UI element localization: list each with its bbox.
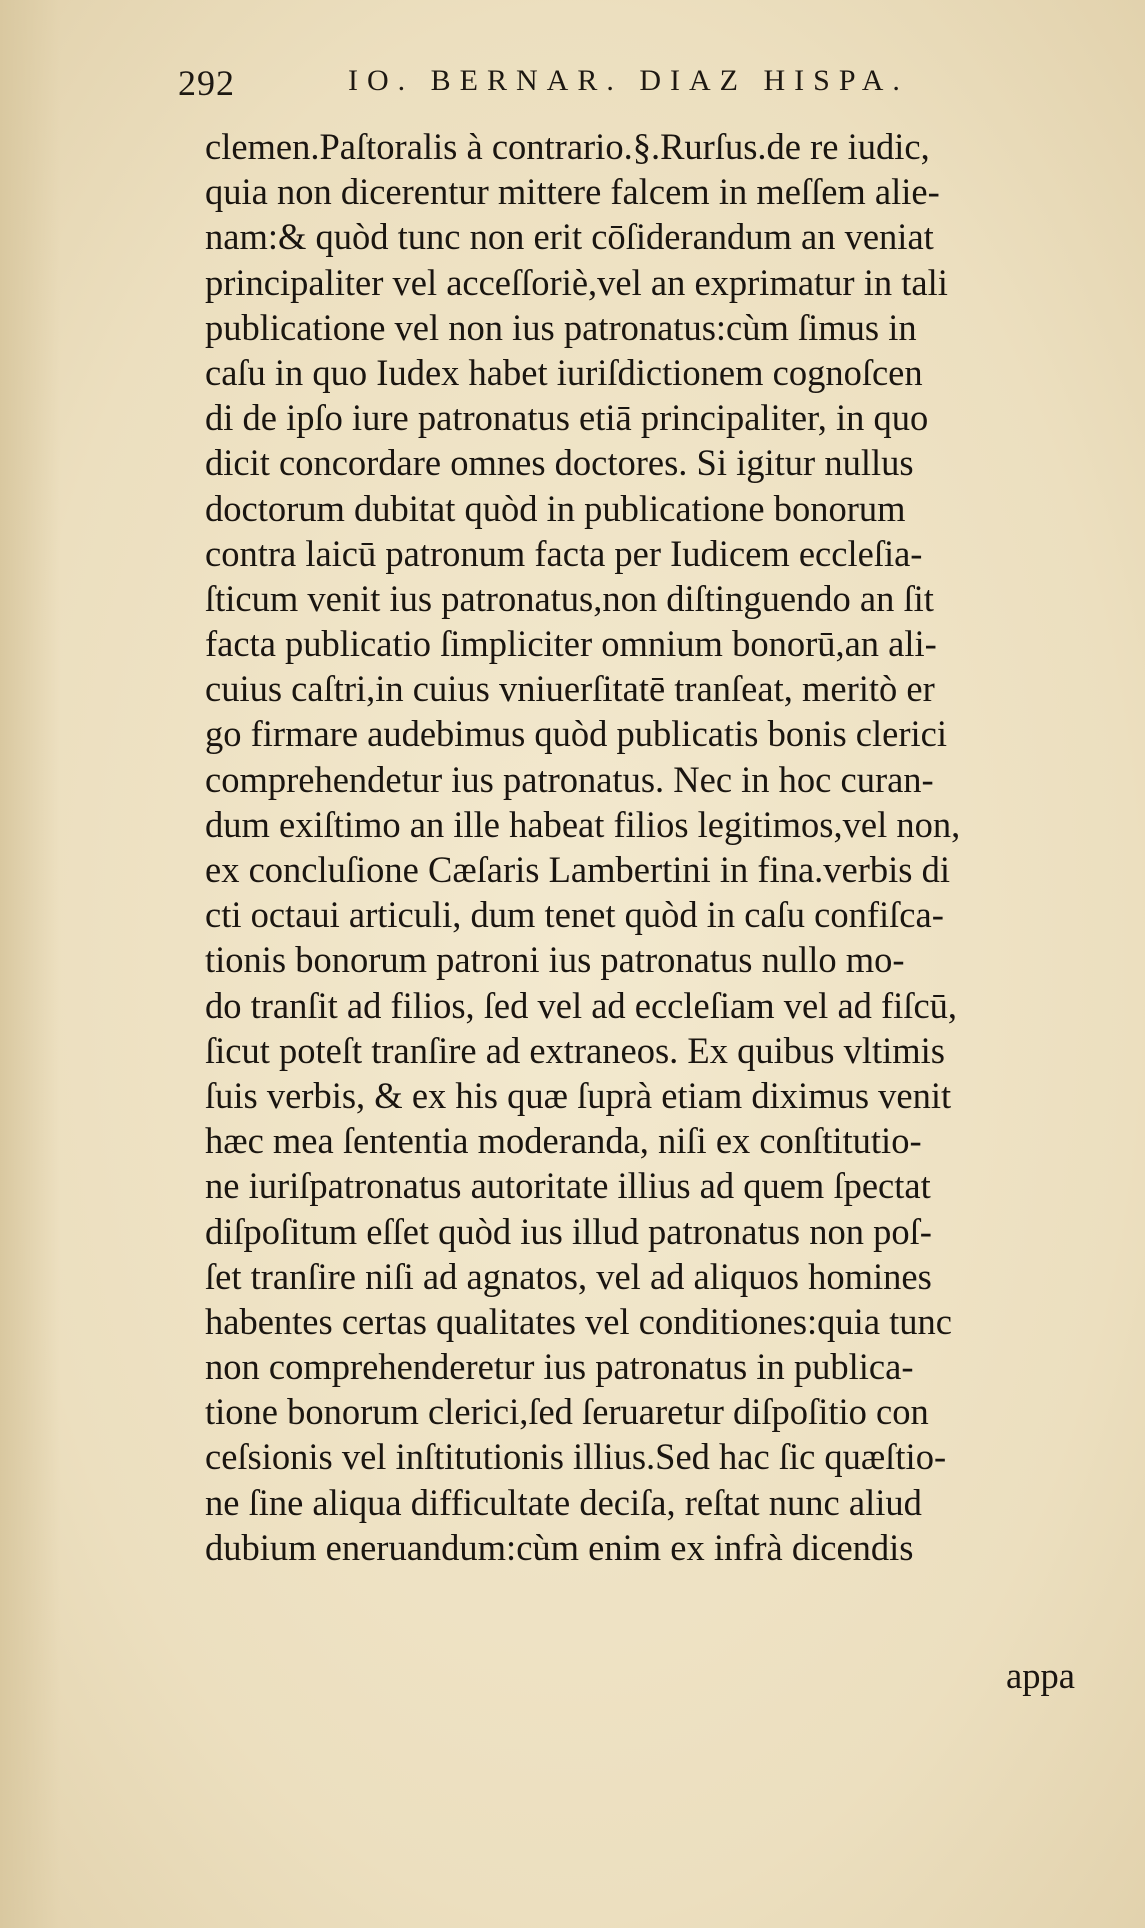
text-line: tione bonorum clerici,ſed ſeruaretur diſpoſitio con bbox=[205, 1391, 929, 1433]
text-line: ne ſine aliqua difficultate deciſa, reſtat nunc aliud bbox=[205, 1481, 922, 1523]
text-line: non comprehenderetur ius patronatus in publica- bbox=[205, 1346, 914, 1388]
text-line: quia non dicerentur mittere falcem in meſſem alie- bbox=[205, 171, 940, 213]
text-line: di de ipſo iure patronatus etiā principaliter, in quo bbox=[205, 397, 929, 439]
text-line: hæc mea ſententia moderanda, niſi ex conſtitutio- bbox=[205, 1120, 922, 1162]
text-line: dum exiſtimo an ille habeat filios legitimos,vel non, bbox=[205, 803, 961, 845]
text-line: facta publicatio ſimpliciter omnium bonorū,an ali- bbox=[205, 623, 937, 665]
text-line: go firmare audebimus quòd publicatis bonis clerici bbox=[205, 713, 947, 755]
catchword: appa bbox=[1006, 1655, 1075, 1696]
text-line: principaliter vel acceſſoriè,vel an exprimatur in tali bbox=[205, 261, 948, 303]
text-line: ceſsionis vel inſtitutionis illius.Sed hac ſic quæſtio- bbox=[205, 1436, 947, 1478]
body-text bbox=[205, 124, 1105, 1570]
text-line: contra laicū patronum facta per Iudicem eccleſia- bbox=[205, 532, 923, 574]
text-line: ſicut poteſt tranſire ad extraneos. Ex quibus vltimis bbox=[205, 1029, 945, 1071]
text-line: cti octaui articuli, dum tenet quòd in caſu confiſca- bbox=[205, 894, 944, 936]
running-head: IO. BERNAR. DIAZ HISPA. bbox=[348, 64, 909, 97]
text-line: ne iuriſpatronatus autoritate illius ad quem ſpectat bbox=[205, 1165, 931, 1207]
text-line: ſticum venit ius patronatus,non diſtinguendo an ſit bbox=[205, 577, 934, 619]
page-header bbox=[178, 58, 1098, 108]
text-line: ſet tranſire niſi ad agnatos, vel ad aliquos homines bbox=[205, 1255, 932, 1297]
text-line: caſu in quo Iudex habet iuriſdictionem cognoſcen bbox=[205, 351, 923, 393]
text-line: tionis bonorum patroni ius patronatus nullo mo- bbox=[205, 939, 905, 981]
text-line: cuius caſtri,in cuius vniuerſitatē tranſeat, meritò er bbox=[205, 668, 935, 710]
text-line: doctorum dubitat quòd in publicatione bonorum bbox=[205, 487, 906, 529]
text-line: diſpoſitum eſſet quòd ius illud patronatus non poſ- bbox=[205, 1210, 932, 1252]
text-line: dicit concordare omnes doctores. Si igitur nullus bbox=[205, 442, 914, 484]
page-number: 292 bbox=[178, 63, 235, 103]
text-line: publicatione vel non ius patronatus:cùm ſimus in bbox=[205, 306, 917, 348]
text-line: clemen.Paſtoralis à contrario.§.Rurſus.de re iudic, bbox=[205, 126, 930, 167]
text-line: ſuis verbis, & ex his quæ ſuprà etiam diximus venit bbox=[205, 1074, 952, 1116]
text-line: ex concluſione Cæſaris Lambertini in fina.verbis di bbox=[205, 849, 951, 890]
text-line: dubium eneruandum:cùm enim ex infrà dicendis bbox=[205, 1526, 914, 1568]
text-line: do tranſit ad filios, ſed vel ad eccleſiam vel ad fiſcū, bbox=[205, 984, 958, 1026]
text-line: habentes certas qualitates vel conditiones:quia tunc bbox=[205, 1300, 952, 1342]
text-line: comprehendetur ius patronatus. Nec in hoc curan- bbox=[205, 758, 934, 800]
text-line: nam:& quòd tunc non erit cōſiderandum an veniat bbox=[205, 216, 934, 258]
